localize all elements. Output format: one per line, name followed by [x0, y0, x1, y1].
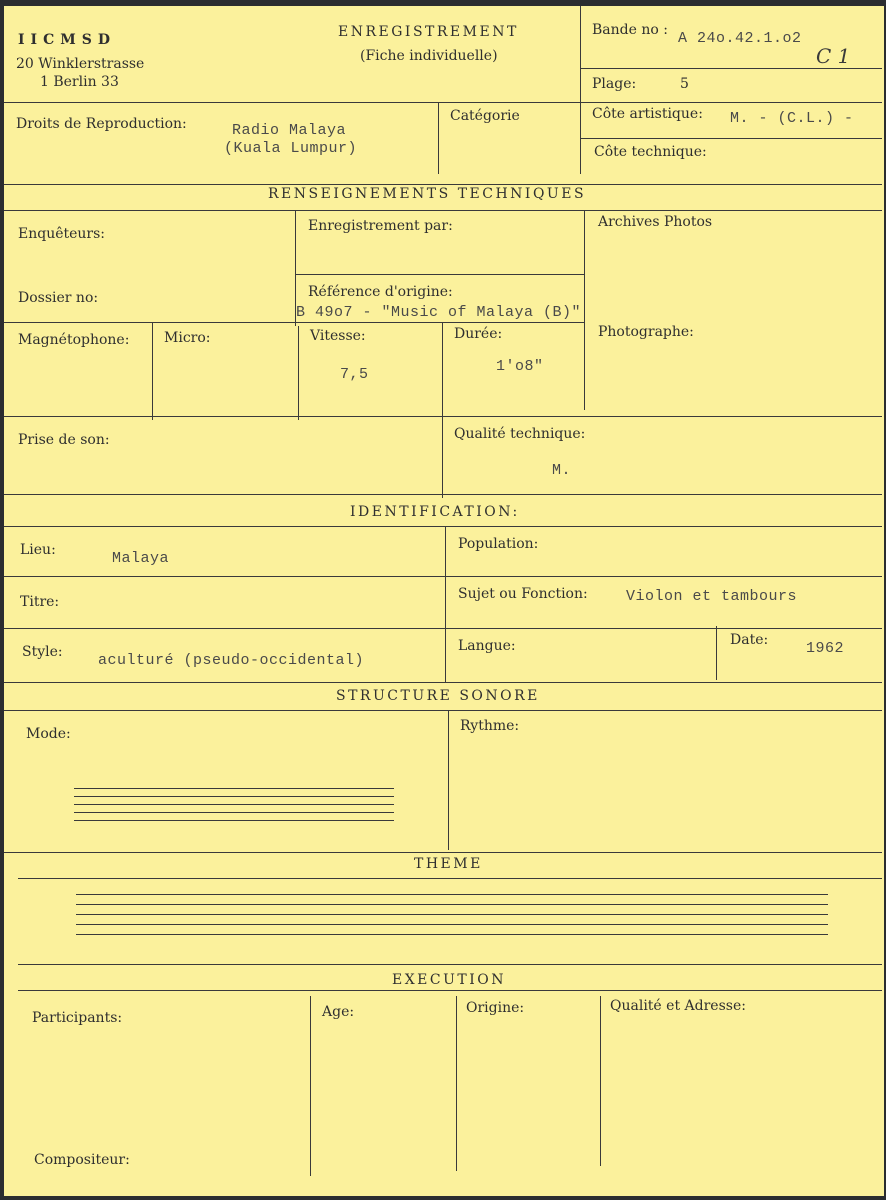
staff-line: [76, 904, 828, 905]
langue-label: Langue:: [458, 638, 516, 654]
age-label: Age:: [322, 1004, 355, 1020]
staff-line: [76, 924, 828, 925]
magnetophone-label: Magnétophone:: [18, 332, 130, 348]
rule: [18, 878, 882, 879]
rule: [4, 322, 584, 323]
dossier-label: Dossier no:: [18, 290, 99, 306]
logo: IICMSD: [18, 32, 116, 48]
origine-label: Origine:: [466, 1000, 525, 1016]
cote-technique-label: Côte technique:: [594, 144, 707, 160]
lieu-value: Malaya: [112, 550, 170, 567]
droits-value: (Kuala Lumpur): [224, 140, 358, 157]
sujet-value: Violon et tambours: [626, 588, 798, 605]
staff-line: [76, 914, 828, 915]
date-value: 1962: [806, 640, 845, 657]
rule: [152, 322, 153, 420]
vitesse-value: 7,5: [340, 366, 369, 383]
lieu-label: Lieu:: [20, 542, 56, 558]
rule: [4, 682, 882, 683]
staff-line: [76, 934, 828, 935]
rule: [18, 990, 882, 991]
rule: [4, 494, 882, 495]
vitesse-label: Vitesse:: [310, 328, 366, 344]
rule: [448, 710, 449, 850]
titre-label: Titre:: [20, 594, 60, 610]
rule: [298, 326, 299, 420]
rule: [18, 964, 882, 965]
staff-line: [74, 796, 394, 797]
rule: [310, 996, 311, 1176]
style-value: aculturé (pseudo-occidental): [98, 652, 365, 669]
sujet-label: Sujet ou Fonction:: [458, 586, 588, 602]
rythme-label: Rythme:: [460, 718, 520, 734]
duree-label: Durée:: [454, 326, 503, 342]
rule: [600, 996, 601, 1166]
rule: [295, 274, 584, 275]
micro-label: Micro:: [164, 330, 211, 346]
rule: [4, 628, 882, 629]
address-line: 20 Winklerstrasse: [16, 56, 145, 72]
rule: [445, 526, 446, 682]
cote-artistique-label: Côte artistique:: [592, 106, 703, 122]
staff-line: [74, 804, 394, 805]
date-label: Date:: [730, 632, 769, 648]
rule: [580, 6, 581, 102]
compositeur-label: Compositeur:: [34, 1152, 130, 1168]
reference-value: B 49o7 - "Music of Malaya (B)": [296, 304, 582, 321]
section-title: THEME: [414, 856, 483, 872]
bande-label: Bande no :: [592, 22, 668, 38]
staff-line: [76, 894, 828, 895]
categorie-label: Catégorie: [450, 108, 520, 124]
participants-label: Participants:: [32, 1010, 123, 1026]
archives-photos-label: Archives Photos: [598, 214, 713, 230]
photographe-label: Photographe:: [598, 324, 694, 340]
qualite-technique-label: Qualité technique:: [454, 426, 586, 442]
rule: [580, 138, 882, 139]
address-line: 1 Berlin 33: [40, 74, 119, 90]
enregistrement-par-label: Enregistrement par:: [308, 218, 453, 234]
enqueteurs-label: Enquêteurs:: [18, 226, 106, 242]
rule: [4, 210, 882, 211]
plage-label: Plage:: [592, 76, 637, 92]
bande-note: C 1: [816, 44, 851, 68]
staff-line: [74, 820, 394, 821]
qualite-technique-value: M.: [552, 462, 572, 479]
rule: [580, 68, 882, 69]
form-subtitle: (Fiche individuelle): [360, 48, 498, 64]
rule: [4, 526, 882, 527]
section-title: EXECUTION: [392, 972, 507, 988]
plage-value: 5: [680, 76, 689, 92]
section-title: RENSEIGNEMENTS TECHNIQUES: [268, 186, 587, 202]
form-title: ENREGISTREMENT: [338, 24, 519, 40]
rule: [4, 102, 882, 103]
droits-label: Droits de Reproduction:: [16, 116, 187, 132]
rule: [4, 416, 882, 417]
droits-value: Radio Malaya: [232, 122, 347, 139]
rule: [4, 710, 882, 711]
bande-value: A 24o.42.1.o2: [678, 30, 802, 47]
section-title: IDENTIFICATION:: [350, 504, 520, 520]
index-card: [4, 6, 884, 1196]
staff-line: [74, 812, 394, 813]
rule: [438, 102, 439, 174]
rule: [4, 852, 882, 853]
rule: [4, 576, 882, 577]
mode-label: Mode:: [26, 726, 71, 742]
style-label: Style:: [22, 644, 63, 660]
rule: [584, 210, 585, 410]
rule: [456, 996, 457, 1171]
prise-de-son-label: Prise de son:: [18, 432, 110, 448]
qualite-adresse-label: Qualité et Adresse:: [610, 998, 746, 1014]
cote-artistique-value: M. - (C.L.) -: [730, 110, 854, 127]
rule: [716, 626, 717, 680]
rule: [442, 322, 443, 498]
reference-label: Référence d'origine:: [308, 284, 453, 300]
staff-line: [74, 788, 394, 789]
section-title: STRUCTURE SONORE: [336, 688, 540, 704]
duree-value: 1'o8": [496, 358, 544, 375]
population-label: Population:: [458, 536, 539, 552]
